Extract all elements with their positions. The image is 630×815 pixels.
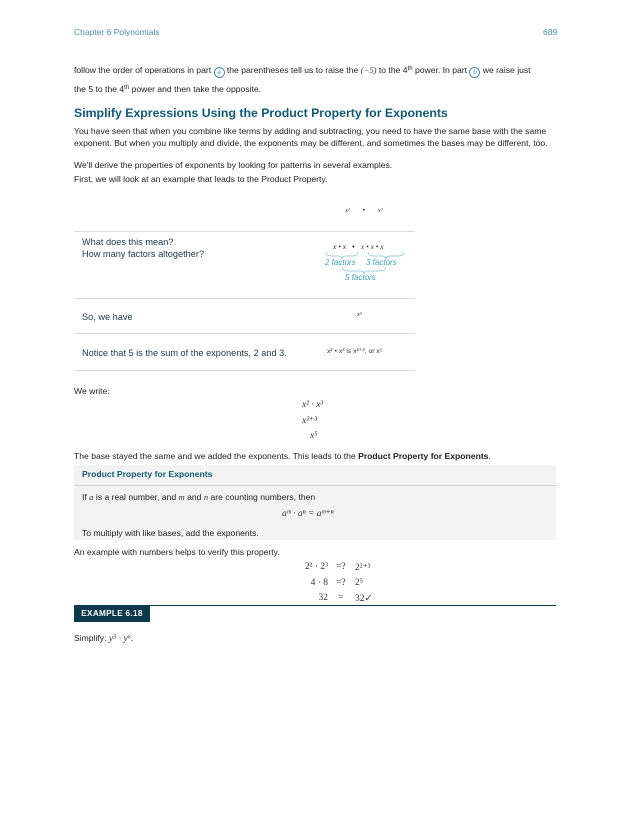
- header-x3: x³: [377, 207, 383, 214]
- we-write-line2: x²⁺³: [302, 416, 317, 426]
- verify-label: An example with numbers helps to verify this property.: [74, 547, 280, 557]
- we-write-label: We write:: [74, 386, 110, 396]
- result-paragraph: [74, 450, 557, 462]
- two-factors-label: 2 factors: [325, 258, 356, 267]
- verify-row3-op: =: [338, 593, 344, 603]
- expr-dot: •: [352, 242, 355, 251]
- chapter-header: Chapter 6 Polynomials: [74, 27, 160, 37]
- row1-label-line2: How many factors altogether?: [82, 249, 205, 259]
- intro-text: we raise just: [480, 65, 531, 75]
- verify-row3-left: 32: [318, 593, 328, 603]
- verify-row1-left: 2² · 2³: [304, 562, 328, 572]
- expr-three-factors: x • x • x: [360, 242, 384, 251]
- example-expression: y⁵ · y⁶.: [108, 634, 134, 644]
- intro-line2: [74, 82, 261, 95]
- example-prompt: [74, 632, 557, 645]
- var-m: m: [178, 492, 185, 502]
- part-a-marker: a: [214, 67, 225, 78]
- superscript-th: th: [124, 85, 130, 91]
- property-formula: aᵐ · aⁿ = aᵐ⁺ⁿ: [282, 509, 334, 519]
- row3-label: Notice that 5 is the sum of the exponents, 2 and 3.: [82, 348, 287, 358]
- result-text: The base stayed the same and we added the exponents. This leads to the: [74, 451, 359, 461]
- table-divider: [74, 333, 415, 334]
- section-paragraph-3: First, we will look at an example that leads to the Product Property.: [74, 174, 328, 184]
- section-title: Simplify Expressions Using the Product Property for Exponents: [74, 106, 448, 120]
- intro-text: the 5 to the 4: [74, 84, 125, 94]
- expr-two-factors: x • x: [333, 242, 347, 251]
- we-write-line3: x⁵: [310, 431, 318, 441]
- table-divider: [74, 298, 415, 299]
- table-divider: [74, 231, 415, 232]
- property-footer: To multiply with like bases, add the exponents.: [82, 528, 259, 538]
- row2-value: x⁵: [357, 311, 363, 318]
- verify-row3-right: 32✓: [355, 594, 373, 604]
- table-divider: [74, 370, 415, 371]
- property-box-divider: [74, 485, 556, 486]
- page-number: 689: [543, 27, 558, 37]
- intro-text: the parentheses tell us to raise the: [224, 65, 361, 75]
- verify-row2-left: 4 · 8: [310, 578, 328, 588]
- product-property-term: Product Property for Exponents: [358, 451, 489, 461]
- verify-row2-right: 2⁵: [355, 578, 364, 588]
- intro-text: power. In part: [412, 65, 470, 75]
- property-box-title: Product Property for Exponents: [82, 469, 213, 479]
- var-a: a: [89, 492, 94, 502]
- row1-label: [82, 236, 204, 260]
- condition-text: and: [184, 492, 204, 502]
- part-b-marker: b: [469, 67, 480, 78]
- condition-text: are counting numbers, then: [208, 492, 316, 502]
- superscript-th: th: [407, 66, 413, 72]
- section-paragraph-1: You have seen that when you combine like terms by adding and subtracting, you need to have the same base with the same exponent. But when you multiply and divide, the exponents may be different, and sometimes the bases may be different, too.: [74, 126, 548, 149]
- header-x2: x²: [345, 207, 350, 214]
- var-n: n: [203, 492, 209, 502]
- example-prompt-label: Simplify:: [74, 633, 107, 643]
- verify-row1-op: =?: [336, 562, 346, 572]
- verify-row1-right: 2²⁺³: [355, 563, 371, 573]
- example-tag: EXAMPLE 6.18: [74, 606, 150, 622]
- five-factors-label: 5 factors: [345, 273, 376, 282]
- result-text: .: [488, 451, 491, 461]
- we-write-line1: x² · x³: [302, 400, 324, 410]
- row2-label: So, we have: [82, 312, 133, 322]
- intro-text: power and then take the opposite.: [129, 84, 262, 94]
- three-factors-label: 3 factors: [366, 258, 397, 267]
- row3-value: x² • x³ is x²⁺³, or x⁵: [327, 348, 383, 355]
- condition-text: is a real number, and: [93, 492, 179, 502]
- verify-row2-op: =?: [336, 578, 346, 588]
- intro-text: follow the order of operations in part: [74, 65, 214, 75]
- intro-text: to the 4: [376, 65, 408, 75]
- neg-five: (−5): [360, 65, 377, 75]
- section-paragraph-2: We'll derive the properties of exponents by looking for patterns in several examples.: [74, 160, 393, 170]
- condition-text: If: [82, 492, 90, 502]
- row1-label-line1: What does this mean?: [82, 237, 174, 247]
- header-dot: •: [362, 207, 365, 214]
- table-header: [345, 207, 383, 214]
- intro-paragraph: [74, 63, 557, 95]
- property-condition: [82, 491, 565, 503]
